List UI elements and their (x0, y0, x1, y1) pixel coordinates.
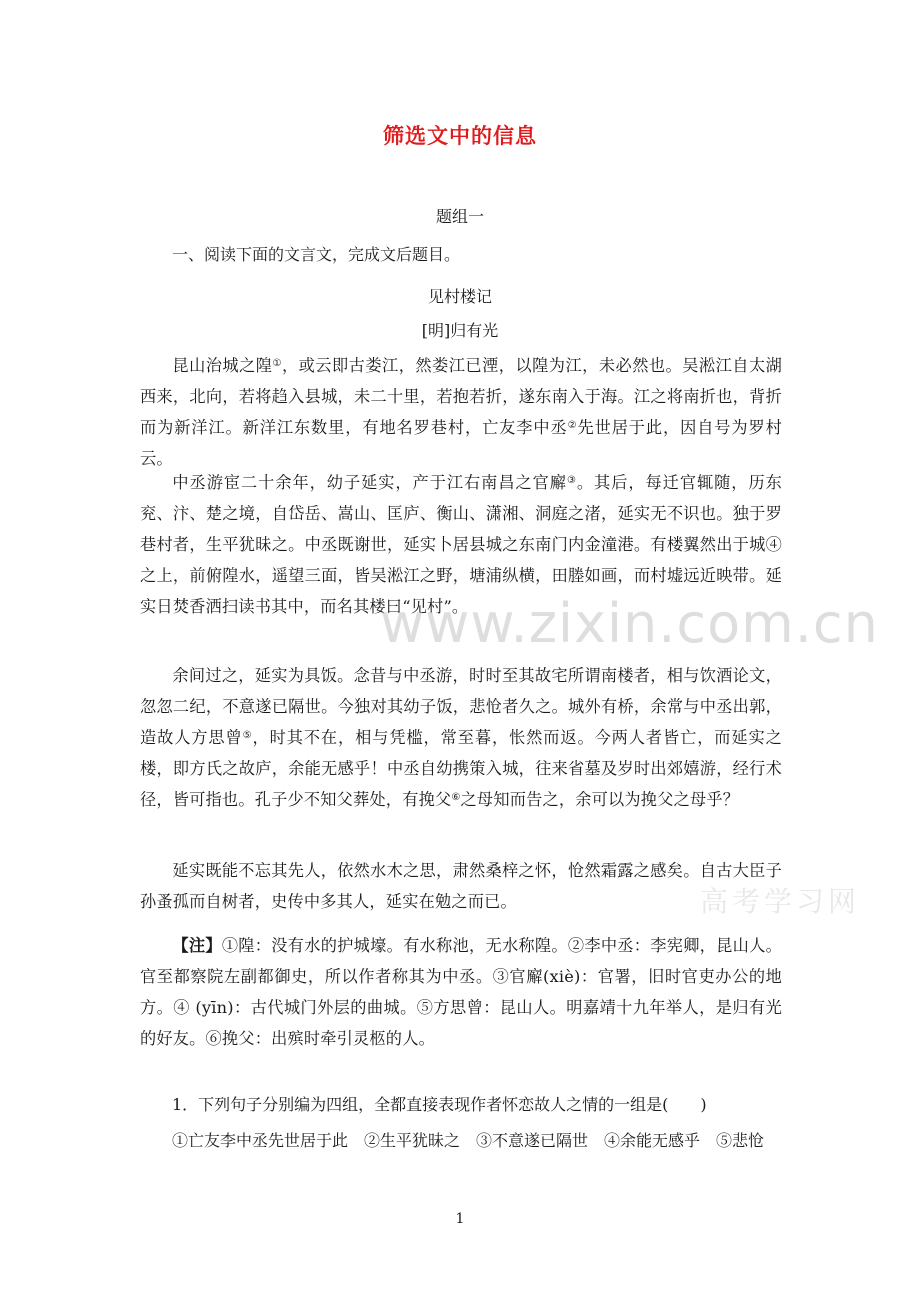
annotation-notes (140, 930, 782, 1054)
paragraph-text: 之母知而告之，余可以为挽父之母乎？ (460, 790, 740, 809)
question-stem: 1．下列句子分别编为四组，全都直接表现作者怀恋故人之情的一组是( ) (172, 1095, 707, 1114)
essay-author: [明]归有光 (421, 321, 499, 340)
paragraph-text: 。其后，每迁官辄随，历东兖、汴、楚之境，自岱岳、嵩山、匡庐、衡山、潇湘、洞庭之渚，延实无不识也。独于罗巷村者，生平犹昧之。中丞既谢世，延实卜居县城之东南门内金潼港。有楼翼然出于城④之上，前俯隍水，遥望三面，皆吴淞江之野，塘浦纵横，田塍如画，而村墟远近映带。延实日焚香洒扫读书其中，而名其楼曰“见村”。 (140, 473, 782, 616)
document-title: 筛选文中的信息 (383, 123, 537, 148)
paragraph-text: ，时其不在，相与凭槛，常至暮，怅然而返。今两人者皆亡，而延实之楼，即方氏之故庐，余能无感乎！中丞自幼携策入城，往来省墓及岁时出郊嬉游，经行术径，皆可指也。孔子少不知父葬处，有挽父 (140, 728, 782, 809)
paragraph-text: ，或云即古娄江，然娄江已湮，以隍为江，未必然也。吴淞江自太湖西来，北向，若将趋入县城，未二十里，若抱若折，遂东南入于海。江之将南折也，背折而为新洋江。新洋江东数里，有地名罗巷村，亡友李中丞 (140, 356, 783, 437)
notes-text: ①隍：没有水的护城壕。有水称池，无水称隍。②李中丞：李宪卿，昆山人。官至都察院左副都御史，所以作者称其为中丞。③官廨(xiè)：官署，旧时官吏办公的地方。④ (yīn)：古代城门外层的曲城。⑤方思曾：昆山人。明嘉靖十九年举人，是归有光的好友。⑥挽父：出殡时牵引灵柩的人。 (140, 936, 782, 1048)
watermark-faint: 高考学习网 (700, 885, 861, 918)
paragraph-text: 中丞游宦二十余年，幼子延实，产于江右南昌之官廨 (172, 473, 567, 492)
footnote-mark-2: ② (567, 420, 578, 431)
paragraph-text: 余间过之，延实为具饭。念昔与中丞游，时时至其故宅所谓南楼者，相与饮酒论文，忽忽二纪，不意遂已隔世。今独对其幼子饭，悲怆者久之。城外有桥，余常与中丞出郭，造故人方思曾 (140, 666, 782, 747)
essay-title: 见村楼记 (427, 287, 492, 306)
paragraph-text: 先世居于此，因自号为罗村云。 (140, 418, 783, 468)
reading-instruction: 一、阅读下面的文言文，完成文后题目。 (172, 245, 461, 264)
footnote-mark-6: ⑥ (451, 792, 461, 803)
question-options: ①亡友李中丞先世居于此 ②生平犹昧之 ③不意遂已隔世 ④余能无感乎 ⑤悲怆 (172, 1131, 765, 1150)
essay-paragraph-1 (140, 350, 782, 474)
watermark: www.zixin.com.cn (380, 592, 879, 655)
essay-paragraph-4: 延实既能不忘其先人，依然水木之思，肃然桑梓之怀，怆然霜露之感矣。自古大臣子孙蚤孤而自树者，史传中多其人，延实在勉之而已。 (140, 861, 782, 911)
notes-label: 【注】 (172, 936, 222, 955)
page-number: 1 (455, 1211, 465, 1227)
footnote-mark-5: ⑤ (242, 730, 253, 741)
footnote-mark-1: ① (272, 358, 282, 369)
paragraph-text: 昆山治城之隍 (172, 356, 273, 375)
essay-paragraph-3 (140, 660, 782, 815)
group-label: 题组一 (435, 207, 484, 226)
footnote-mark-3: ③ (566, 475, 577, 486)
